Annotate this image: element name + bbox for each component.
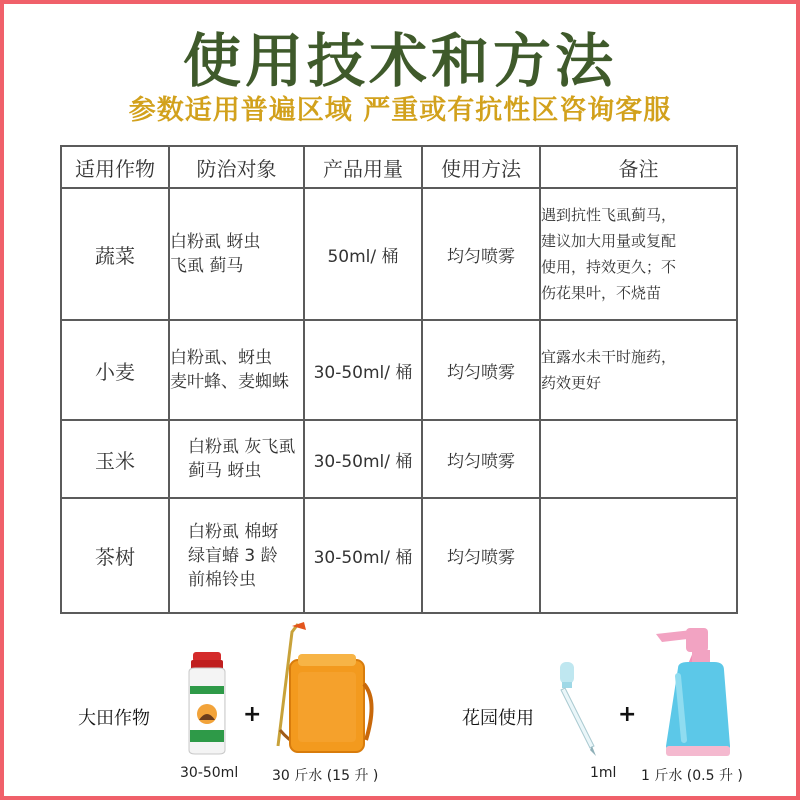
note-cell [540, 498, 737, 613]
note-cell [540, 320, 737, 420]
method-cell: 均匀喷雾 [422, 188, 540, 320]
dropper-icon [556, 660, 602, 760]
target-line: 前棉铃虫 [188, 569, 256, 590]
crop-cell: 茶树 [61, 498, 169, 613]
header-dose: 产品用量 [304, 146, 422, 188]
target-line: 绿盲蝽 3 龄 [188, 545, 278, 566]
note-line: 伤花果叶，不烧苗 [541, 284, 662, 302]
field-water-caption: 30 斤水 (15 升 ) [272, 768, 379, 784]
crop-cell: 小麦 [61, 320, 169, 420]
table-header-row [61, 146, 737, 188]
note-cell [540, 420, 737, 498]
field-label: 大田作物 [78, 708, 150, 729]
dose-cell: 30-50ml/ 桶 [304, 498, 422, 613]
crop-cell: 蔬菜 [61, 188, 169, 320]
target-line: 白粉虱 灰飞虱 [188, 437, 296, 457]
target-cell [169, 498, 304, 613]
note-cell [540, 188, 737, 320]
note-line: 遇到抗性飞虱蓟马， [541, 206, 677, 224]
page-subtitle: 参数适用普遍区域 严重或有抗性区咨询客服 [128, 95, 672, 126]
note-line: 药效更好 [541, 374, 602, 392]
note-line: 建议加大用量或复配 [541, 232, 677, 250]
garden-plus-sign: + [618, 702, 637, 727]
header-notes: 备注 [540, 146, 737, 188]
dose-cell: 50ml/ 桶 [304, 188, 422, 320]
target-cell [169, 188, 304, 320]
target-line: 蓟马 蚜虫 [188, 461, 262, 481]
note-line: 宜露水未干时施药， [541, 348, 677, 366]
garden-dose-caption: 1ml [590, 765, 617, 781]
target-line: 白粉虱 蚜虫 [170, 232, 261, 252]
page-title: 使用技术和方法 [182, 27, 617, 95]
dose-cell: 30-50ml/ 桶 [304, 420, 422, 498]
backpack-sprayer-icon [268, 620, 380, 758]
spray-bottle-icon [648, 620, 748, 760]
target-line: 飞虱 蓟马 [170, 256, 244, 276]
usage-table [60, 145, 738, 614]
method-cell: 均匀喷雾 [422, 320, 540, 420]
crop-cell: 玉米 [61, 420, 169, 498]
header-crop: 适用作物 [61, 146, 169, 188]
dose-cell: 30-50ml/ 桶 [304, 320, 422, 420]
table-row [61, 188, 737, 320]
target-cell [169, 420, 304, 498]
garden-label: 花园使用 [462, 708, 534, 729]
header-method: 使用方法 [422, 146, 540, 188]
usage-section [0, 620, 800, 800]
method-cell: 均匀喷雾 [422, 420, 540, 498]
field-dose-caption: 30-50ml [180, 765, 239, 781]
field-plus-sign: + [243, 702, 262, 727]
target-cell [169, 320, 304, 420]
header-target: 防治对象 [169, 146, 304, 188]
target-line: 白粉虱、蚜虫 [170, 348, 272, 368]
garden-water-caption: 1 斤水 (0.5 升 ) [641, 768, 743, 784]
target-line: 麦叶蜂、麦蜘蛛 [170, 372, 289, 392]
method-cell: 均匀喷雾 [422, 498, 540, 613]
table-row [61, 420, 737, 498]
target-line: 白粉虱 棉蚜 [188, 521, 279, 542]
table-row [61, 498, 737, 613]
pesticide-bottle-icon [183, 650, 231, 756]
table-row [61, 320, 737, 420]
note-line: 使用，持效更久；不 [541, 258, 677, 276]
